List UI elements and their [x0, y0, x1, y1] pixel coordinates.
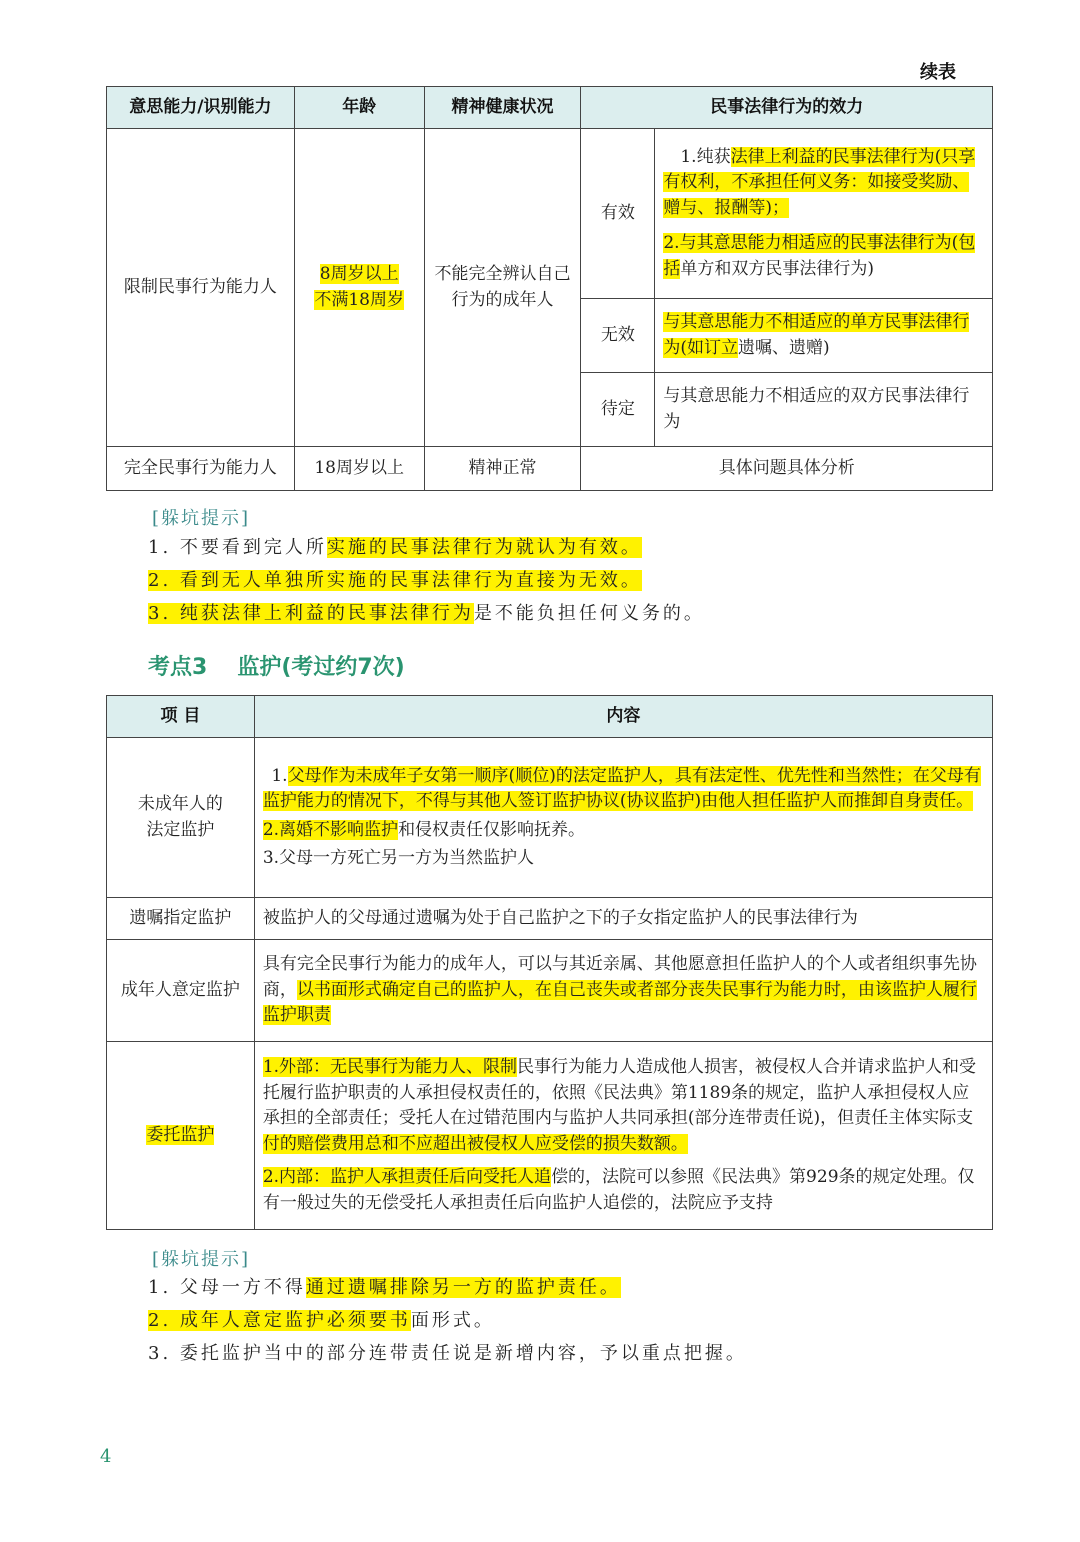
will-content: 被监护人的父母通过遗嘱为处于自己监护之下的子女指定监护人的民事法律行为 [254, 898, 992, 940]
page-number: 4 [100, 1446, 112, 1467]
valid-2b: 单方和双方民事法律行为) [680, 258, 874, 279]
invalid-b: 遗嘱、遗赠) [738, 337, 830, 358]
tips2-heading: [躲坑提示] [152, 1249, 251, 1270]
valid-2a: 2.与其意思能力相适应的民事法律行为(包括 [663, 233, 976, 279]
limited-ability-cell: 限制民事行为能力人 [107, 129, 295, 447]
invalid-label: 无效 [581, 299, 655, 373]
guardianship-table [106, 695, 993, 1230]
valid-1b: 法律上利益的民事法律行为(只享有权利，不承担任何义务：如接受奖励、赠与、报酬等)； [663, 146, 976, 218]
tips1-heading: [躲坑提示] [152, 508, 251, 529]
age-b: 不满18周岁 [314, 289, 404, 310]
full-mental-cell: 精神正常 [424, 447, 581, 491]
valid-label: 有效 [581, 129, 655, 299]
pending-content: 与其意思能力不相适应的双方民事法律行为 [655, 373, 993, 447]
invalid-content [655, 299, 993, 373]
valid-content [655, 129, 993, 299]
section-heading [148, 650, 405, 681]
tips1-item2: 2. 看到无人单独所实施的民事法律行为直接为无效。 [148, 570, 642, 591]
section-title: 监护(考过约7次) [237, 655, 405, 680]
minor-label: 未成年人的 法定监护 [107, 738, 255, 898]
age-a: 8周岁以上 [319, 264, 399, 284]
continued-label: 续表 [920, 62, 956, 83]
valid-1a: 1.纯获 [680, 146, 731, 167]
section-number: 考点3 [148, 655, 208, 680]
tips1-item1: 1. 不要看到完人所实施的民事法律行为就认为有效。 [148, 537, 642, 558]
header-item: 项 目 [107, 696, 255, 738]
tips2-item2: 2. 成年人意定监护必须要书面形式。 [148, 1310, 495, 1331]
full-age-cell: 18周岁以上 [294, 447, 424, 491]
limited-mental-cell: 不能完全辨认自己行为的成年人 [424, 129, 581, 447]
header-effect: 民事法律行为的效力 [581, 87, 993, 129]
full-effect-cell: 具体问题具体分析 [581, 447, 993, 491]
full-ability-cell: 完全民事行为能力人 [107, 447, 295, 491]
tips1-item3: 3. 纯获法律上利益的民事法律行为是不能负担任何义务的。 [148, 603, 705, 624]
adult-content: 具有完全民事行为能力的成年人，可以与其近亲属、其他愿意担任监护人的个人或者组织事先协商，以书面形式确定自己的监护人，在自己丧失或者部分丧失民事行为能力时，由该监护人履行监护职责 [254, 940, 992, 1042]
limited-age-cell [294, 129, 424, 447]
tips2-item3: 3. 委托监护当中的部分连带责任说是新增内容，予以重点把握。 [148, 1343, 747, 1364]
will-label: 遗嘱指定监护 [107, 898, 255, 940]
tips2-item1: 1. 父母一方不得通过遗嘱排除另一方的监护责任。 [148, 1277, 621, 1298]
header-mental: 精神健康状况 [424, 87, 581, 129]
pending-label: 待定 [581, 373, 655, 447]
header-ability: 意思能力/识别能力 [107, 87, 295, 129]
minor-content: 1.父母作为未成年子女第一顺序(顺位)的法定监护人，具有法定性、优先性和当然性；在父母有监护能力的情况下，不得与其他人签订监护协议(协议监护)由他人担任监护人而推卸自身责任。 2.离婚不影响监护和侵权责任仅影响抚养。 3.父母一方死亡另一方为当然监护人 [254, 738, 992, 898]
invalid-a: 与其意思能力不相适应的单方民事法律行为(如订立 [663, 312, 970, 358]
capacity-table [106, 86, 993, 491]
adult-label: 成年人意定监护 [107, 940, 255, 1042]
entrust-content: 1.外部：无民事行为能力人、限制民事行为能力人造成他人损害，被侵权人合并请求监护人和受托履行监护职责的人承担侵权责任的，依照《民法典》第1189条的规定，监护人承担侵权人应承担的全部责任；受托人在过错范围内与监护人共同承担(部分连带责任说)，但责任主体实际支付的赔偿费用总和不应超出被侵权人应受偿的损失数额。 2.内部：监护人承担责任后向受托人追偿的，法院可以参照《民法典》第929条的规定处理。仅有一般过失的无偿受托人承担责任后向监护人追偿的，法院应予支持 [254, 1042, 992, 1230]
header-age: 年龄 [294, 87, 424, 129]
header-content: 内容 [254, 696, 992, 738]
entrust-label: 委托监护 [107, 1042, 255, 1230]
